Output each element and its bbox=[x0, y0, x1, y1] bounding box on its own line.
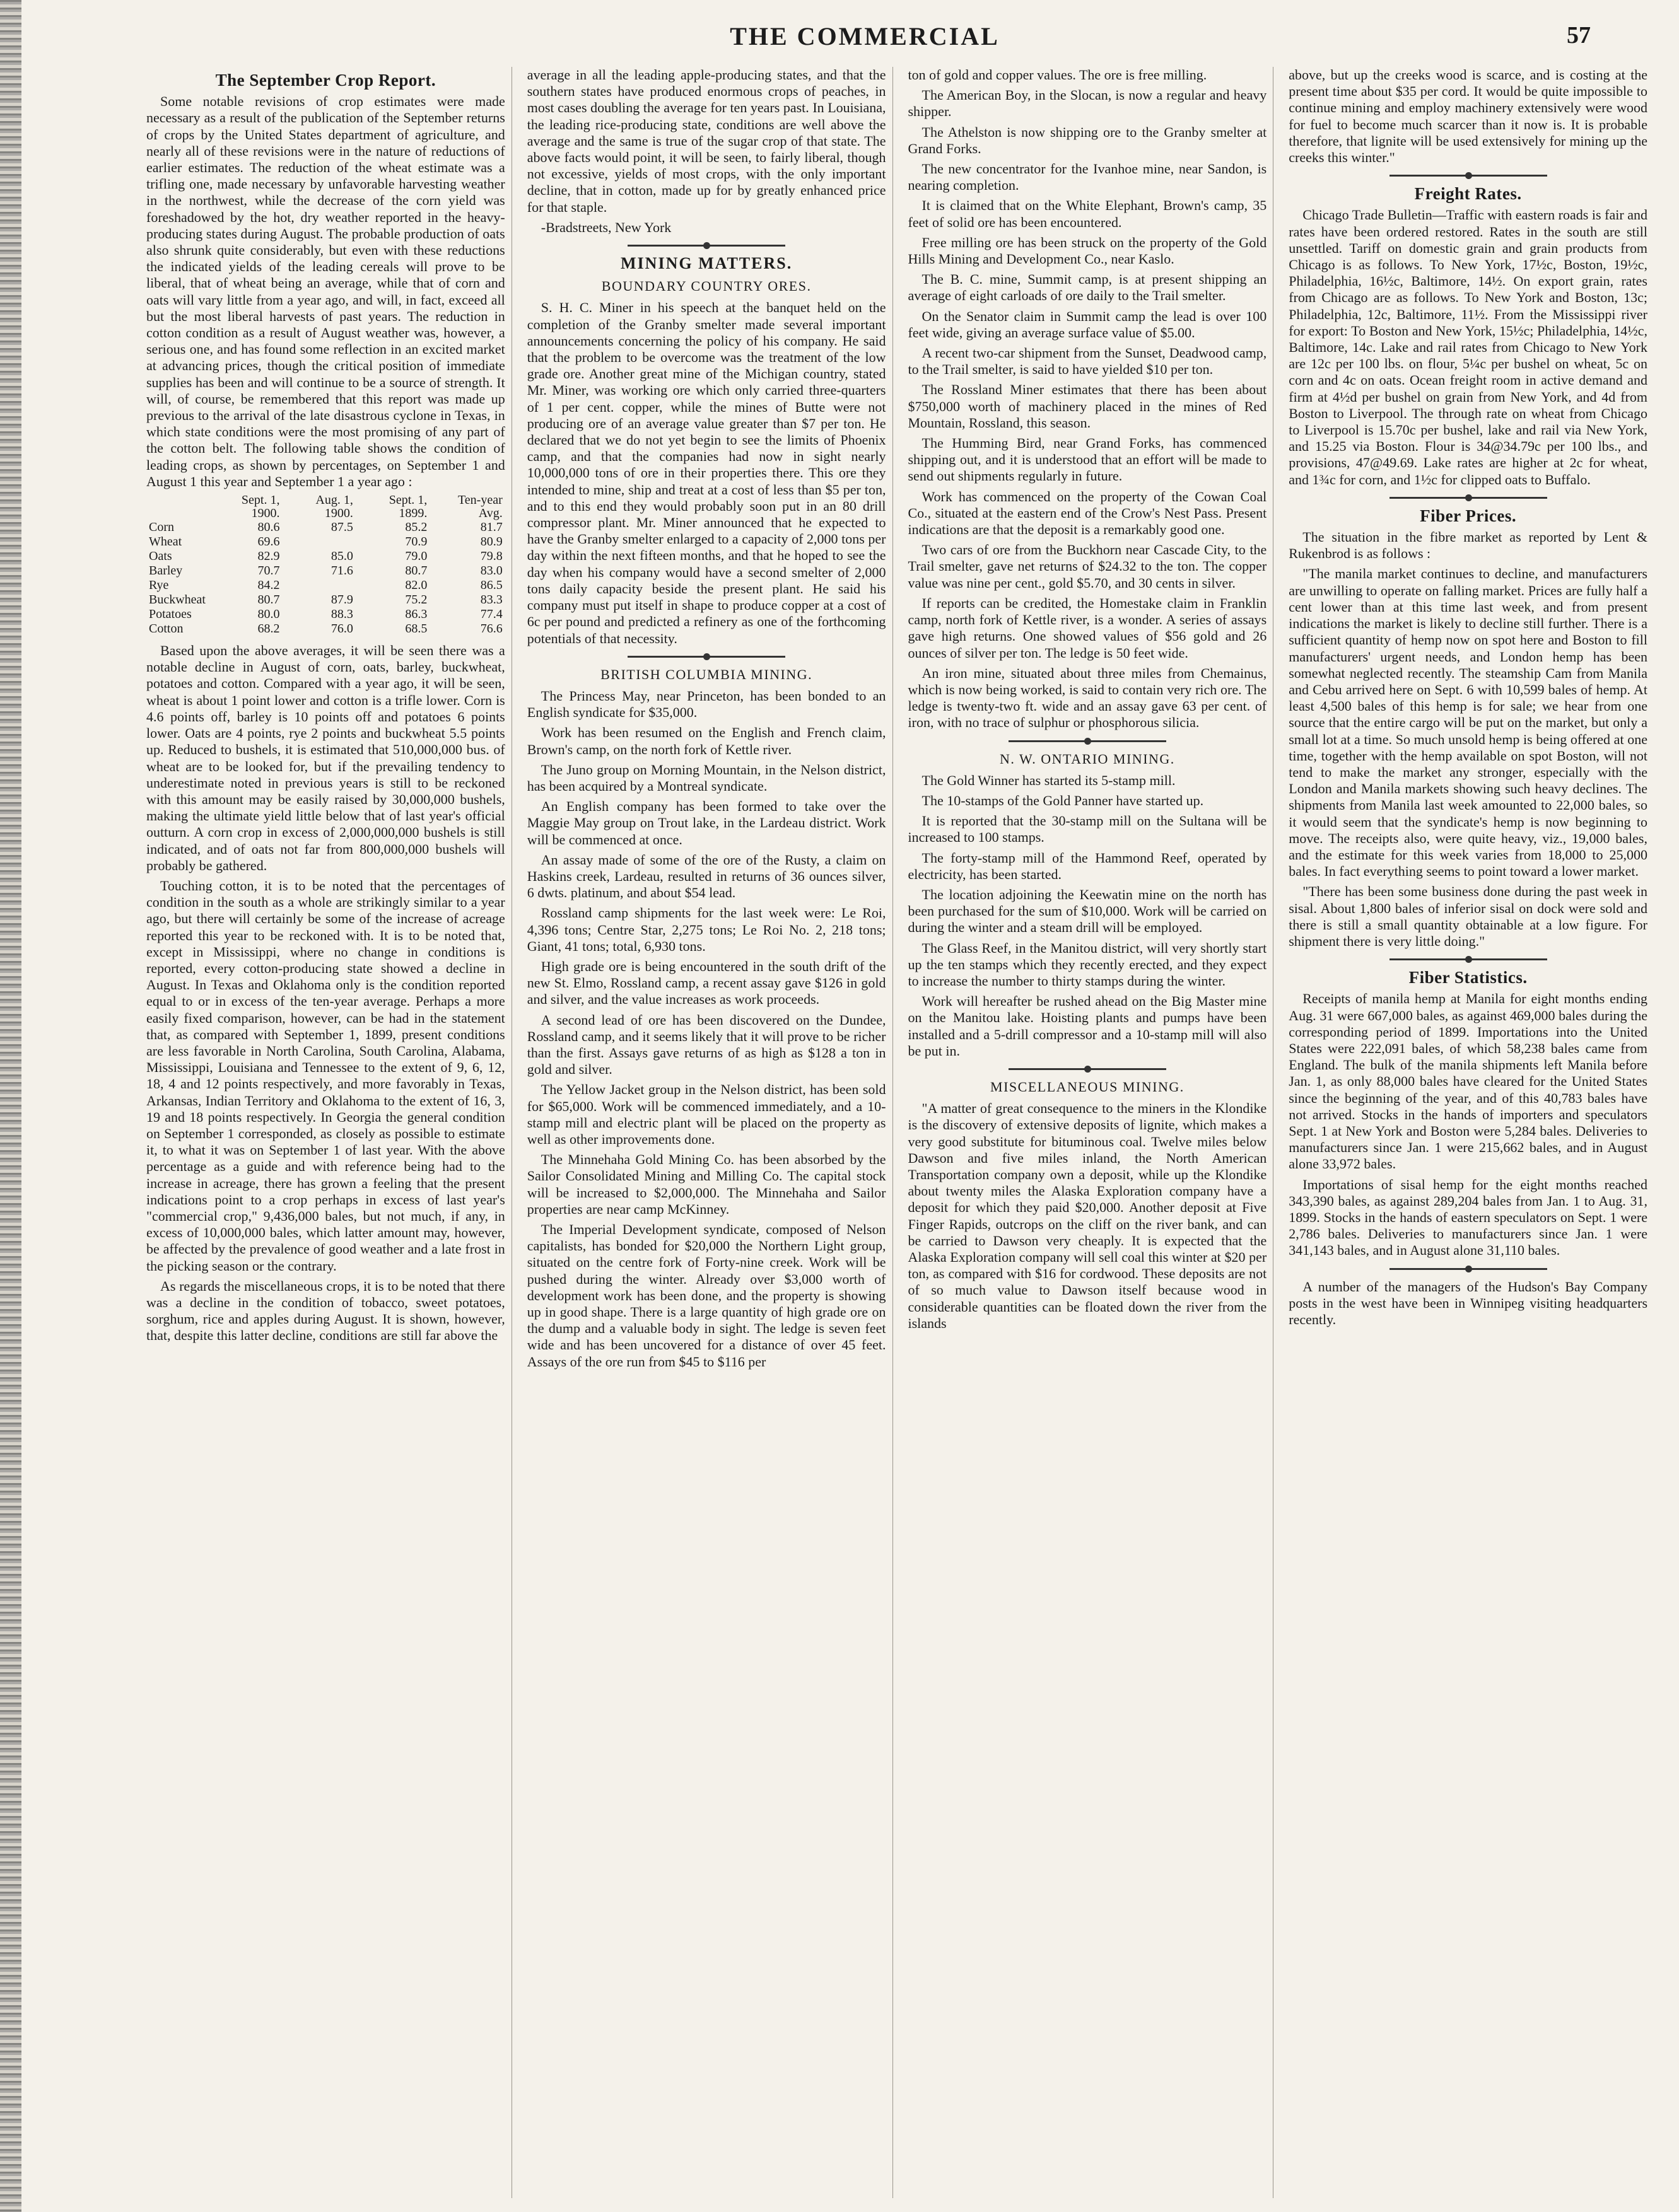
column-2 bbox=[521, 67, 893, 2198]
table-row bbox=[146, 564, 505, 578]
article-paragraph: "A matter of great consequence to the miners in the Klondike is the discovery of extensive deposits of lignite, which makes a very good substitute for bituminous coal. Twelve miles below Dawson and five miles inland, the North American Transportation company own a deposit, while up the Klondike about twenty miles the Alaska Exploration company have a deposit for which they paid $20,000. Another deposit at Five Finger Rapids, outcrops on the cliff on the river bank, and can be carried to Dawson very cheaply. It is expected that the Alaska Exploration company will sell coal this winter at $20 per ton, as compared with $16 for cordwood. These deposits are not of so much value to Dawson itself because wood in considerable quantities can be floated down the river from the islands bbox=[908, 1100, 1267, 1331]
article-paragraph: "The manila market continues to decline, and manufacturers are unwilling to operate on falling market. Prices are fully half a cent lower than at this time last week, and from present indications the market is likely to decline still further. There is a sufficient quantity of hemp now on spot here and Boston to fill manufacturers' urgent needs, and London hemp has been somewhat neglected recently. The steamship Cam from Manila and Cebu arrived here on Sept. 6 with 10,599 bales of hemp. At least 4,500 bales of this hemp is for sale; we hear from one source that the entire cargo will be put on the market, but only a small lot at a time. So much unsold hemp is being offered at one time, together with the hemp available on spot Boston, will not tend to make the market any stronger, especially with the London and Manila markets showing such heavy declines. The shipments from Manila last week amounted to 22,000 bales, so it would seem that the syndicate's hemp is now beginning to move. The receipts also, were quite heavy, viz., 19,000 bales, and the estimate for this week varies from 18,000 to 25,000 bales. In fact everything seems to point toward a lower market. bbox=[1289, 566, 1647, 880]
table-cell: 71.6 bbox=[331, 564, 353, 578]
news-item: It is claimed that on the White Elephant, Brown's camp, 35 feet of solid ore has been encountered. bbox=[908, 197, 1267, 230]
section-divider bbox=[628, 245, 785, 247]
table-cell: 86.5 bbox=[480, 578, 503, 593]
table-header-row bbox=[146, 494, 505, 520]
crop-report-continued: average in all the leading apple-producing states, and that the southern states have produced enormous crops of peaches, in most cases doubling the average for ten years past. In Louisiana, the leading rice-producing state, conditions are well above the average and the same is true of the sugar crop of that state. The above facts would point, it will be seen, to fairly liberal, though not excessive, yields of most crops, with the only important decline, that in cotton, made up for by greatly enhanced price for that staple. bbox=[527, 67, 886, 215]
article-paragraph: The situation in the fibre market as reported by Lent & Rukenbrod is as follows : bbox=[1289, 529, 1647, 562]
section-divider bbox=[1009, 1068, 1166, 1070]
section-divider bbox=[1009, 740, 1166, 742]
news-item-continued: ton of gold and copper values. The ore is free milling. bbox=[908, 67, 1207, 83]
table-cell: 79.8 bbox=[480, 549, 503, 564]
table-cell: 70.9 bbox=[405, 535, 428, 549]
table-cell: Buckwheat bbox=[149, 593, 206, 607]
table-cell: 80.6 bbox=[257, 520, 280, 535]
table-cell: 69.6 bbox=[257, 535, 280, 549]
column-1 bbox=[140, 67, 512, 2198]
crop-report-paragraph: Touching cotton, it is to be noted that the percentages of condition in the south as a whole are strikingly similar to a year ago, but there will certainly be some of the increase of acreage reported this year to be reckoned with. It is to be noted that, except in Mississippi, where no change in conditions is reported, every cotton-producing state showed a decline in August. In Texas and Oklahoma only is the condition reported equal to or in excess of the ten-year average. Perhaps a more easily fixed comparison, however, can be had in the statement that, as compared with September 1, 1899, present conditions are less favorable in North Carolina, South Carolina, Alabama, Mississippi, Louisiana and Tennessee to the extent of 9, 6, 12, 18, 4 and 12 points respectively, and more favorably in Texas, Arkansas, Indian Territory and Oklahoma to the extent of 16, 3, 19 and 18 points respectively. In Georgia the general condition on September 1 corresponded, as closely as possible to estimate it, to what it was on September 1 of last year. With the above percentage as a guide and with reference being had to the increase in acreage, there has grown a feeling that the present indications point to a crop perhaps in excess of last year's "commercial crop," 9,436,000 bales, but not much, if any, in excess of 10,000,000 bales, which latter amount may, however, be affected by the prevalence of good weather and a late frost in the picking season or the contrary. bbox=[146, 877, 505, 1274]
table-cell: Potatoes bbox=[149, 607, 192, 622]
table-row bbox=[146, 535, 505, 549]
section-divider bbox=[1389, 175, 1547, 177]
table-header-cell bbox=[146, 494, 208, 520]
table-cell: Cotton bbox=[149, 622, 184, 636]
news-item: The Glass Reef, in the Manitou district, will very shortly start up the ten stamps which they recently erected, and they expect to increase the number to thirty stamps during the winter. bbox=[908, 940, 1267, 989]
news-item: The Juno group on Morning Mountain, in the Nelson district, has been acquired by a Montreal syndicate. bbox=[527, 761, 886, 794]
source-credit: -Bradstreets, New York bbox=[541, 219, 672, 235]
table-header-cell: Sept. 1, 1900. bbox=[241, 493, 280, 521]
news-item: The Athelston is now shipping ore to the Granby smelter at Grand Forks. bbox=[908, 124, 1267, 156]
table-cell: 70.7 bbox=[257, 564, 280, 578]
news-item: A recent two-car shipment from the Sunset, Deadwood camp, to the Trail smelter, is said to have yielded $10 per ton. bbox=[908, 345, 1267, 378]
table-cell: 86.3 bbox=[405, 607, 428, 622]
table-row bbox=[146, 578, 505, 593]
news-item: The Humming Bird, near Grand Forks, has commenced shipping out, and it is understood that an effort will be made to send out shipments regularly in future. bbox=[908, 435, 1267, 484]
table-cell: 82.9 bbox=[257, 549, 280, 564]
table-cell: Wheat bbox=[149, 535, 182, 549]
table-cell bbox=[282, 578, 355, 593]
news-item: The Yellow Jacket group in the Nelson district, has been sold for $65,000. Work will be commenced immediately, and a 10-stamp mill and electric plant will be placed on the property as well as other improvements done. bbox=[527, 1081, 886, 1147]
news-item: The Princess May, near Princeton, has been bonded to an English syndicate for $35,000. bbox=[527, 687, 886, 721]
nw-ontario-heading: N. W. ONTARIO MINING. bbox=[999, 750, 1175, 767]
crop-condition-table bbox=[146, 494, 505, 636]
crop-report-paragraph: As regards the miscellaneous crops, it is to be noted that there was a decline in the condition of tobacco, sweet potatoes, sorghum, rice and apples during August. It is shown, however, that, despite this latter decline, conditions are still far above the bbox=[146, 1278, 505, 1344]
news-item: The forty-stamp mill of the Hammond Reef, operated by electricity, has been started. bbox=[908, 849, 1267, 882]
news-item: The Imperial Development syndicate, composed of Nelson capitalists, has bonded for $20,000 the Northern Light group, situated on the centre fork of Forty-nine creek. Work will be pushed during the winter. Already over $3,000 worth of development work has been done, and the property is showing up in good shape. There is a large quantity of high grade ore on the dump and a valuable body in sight. The ledge is seven feet wide and has been uncovered for a distance of over 45 feet. Assays of the ore run from $45 to $116 per bbox=[527, 1221, 886, 1370]
page-number: 57 bbox=[1567, 22, 1591, 49]
masthead: THE COMMERCIAL bbox=[730, 22, 1000, 50]
column-3 bbox=[902, 67, 1274, 2198]
table-cell: 68.5 bbox=[405, 622, 428, 636]
table-cell: 76.6 bbox=[480, 622, 503, 636]
table-cell: 79.0 bbox=[405, 549, 428, 564]
article-paragraph: Receipts of manila hemp at Manila for eight months ending Aug. 31 were 667,000 bales, as against 469,000 bales during the corresponding period of 1899. Importations into the United States were 222,091 bales, of which 58,238 bales came from England. The bulk of the manila shipments left Manila before Jan. 1, as only 88,000 bales have cleared for the United States since the beginning of the year, and of this 40,783 bales have not arrived. Stocks in the hands of importers and speculators Sept. 1 at New York and Boston were 5,284 bales. Deliveries to manufacturers since Jan. 1 were 215,662 bales, and in August alone 33,972 bales. bbox=[1289, 991, 1647, 1172]
news-item: Free milling ore has been struck on the property of the Gold Hills Mining and Development Co., near Kaslo. bbox=[908, 234, 1267, 267]
news-item: Work will hereafter be rushed ahead on the Big Master mine on the Manitou lake. Hoisting plants and pumps have been installed and a 5-drill compressor and a 10-stamp mill will also be put in. bbox=[908, 993, 1267, 1059]
fiber-statistics-heading: Fiber Statistics. bbox=[1408, 968, 1528, 987]
table-cell: 77.4 bbox=[480, 607, 503, 622]
table-header-cell: Ten-year Avg. bbox=[457, 493, 503, 521]
page-header bbox=[126, 21, 1603, 59]
news-item: A second lead of ore has been discovered on the Dundee, Rossland camp, and it seems likely that it will prove to be richer than the first. Assays gave returns of as high as $128 a ton in gold and silver. bbox=[527, 1011, 886, 1078]
news-item: The location adjoining the Keewatin mine on the north has been purchased for the sum of $10,000. Work will be carried on during the winter and a steam drill will be employed. bbox=[908, 886, 1267, 936]
table-row bbox=[146, 549, 505, 564]
table-cell: 87.9 bbox=[331, 593, 353, 607]
table-row bbox=[146, 593, 505, 607]
news-item: The Gold Winner has started its 5-stamp mill. bbox=[921, 772, 1176, 788]
section-divider bbox=[1389, 958, 1547, 960]
table-cell: 88.3 bbox=[331, 607, 353, 622]
news-item: It is reported that the 30-stamp mill on the Sultana will be increased to 100 stamps. bbox=[908, 813, 1267, 846]
news-item: The Rossland Miner estimates that there has been about $750,000 worth of machinery placed in the mines of Red Mountain, Rossland, this season. bbox=[908, 381, 1267, 431]
article-paragraph: S. H. C. Miner in his speech at the banquet held on the completion of the Granby smelter made several important announcements concerning the policy of his company. He said that the problem to be overcome was the treatment of the low grade ore. Another great mine of the Michigan country, stated Mr. Miner, was working ore which only carried three-quarters of 1 per cent. copper, while the mines of Butte were not producing ore of an average value greater than $7 per ton. He declared that we do not yet begin to see the limits of Phoenix camp, and that the companies had now in sight nearly 10,000,000 tons of ore in their properties there. This ore they intended to mine, ship and treat at a cost of less than $5 per ton, and to this end they would probably soon put in an 80 drill compressor plant. Mr. Miner announced that he expected to have the Granby smelter enlarged to a capacity of 2,000 tons per day within the next fifteen months, and that he hoped to see the day when his company would have a second smelter of 2,000 tons daily capacity beside the present plant. He said his company must put itself in shape to produce copper at a cost of 6c per pound and predicted a refinery as one of the forthcoming potentials of that necessity. bbox=[527, 300, 886, 646]
table-cell: 85.2 bbox=[405, 520, 428, 535]
table-header-cell: Sept. 1, 1899. bbox=[389, 493, 428, 521]
boundary-ores-heading: BOUNDARY COUNTRY ORES. bbox=[601, 278, 812, 294]
table-cell: 80.0 bbox=[257, 607, 280, 622]
table-cell: 83.0 bbox=[480, 564, 503, 578]
news-item: Rossland camp shipments for the last week were: Le Roi, 4,396 tons; Centre Star, 2,275 tons; Le Roi No. 2, 218 tons; Giant, 41 tons; total, 6,930 tons. bbox=[527, 905, 886, 954]
crop-report-paragraph: Based upon the above averages, it will be seen there was a notable decline in August of corn, oats, barley, buckwheat, potatoes and cotton. Compared with a year ago, it will be seen, wheat is about 1 point lower and cotton is a trifle lower. Corn is 4.6 points off, barley is 10 points off and potatoes 6 points lower. Oats are 4 points, rye 2 points and buckwheat 5.5 points up. Reduced to bushels, it is estimated that 510,000,000 bus. of wheat are to be looked for, but if the prevailing tendency to underestimate noted in previous years is still to be reckoned with this amount may be easily raised by 30,000,000 bushels, making the ultimate yield little below that of last year's official outturn. A corn crop in excess of 2,000,000,000 bushels is still indicated, and of oats not far from 800,000,000 bushels will probably be gathered. bbox=[146, 643, 505, 873]
news-item: On the Senator claim in Summit camp the lead is over 100 feet wide, giving an average surface value of $5.00. bbox=[908, 308, 1267, 341]
table-cell: 81.7 bbox=[480, 520, 503, 535]
news-item: The B. C. mine, Summit camp, is at present shipping an average of eight carloads of ore daily to the Trail smelter. bbox=[908, 271, 1267, 304]
section-divider bbox=[628, 656, 785, 658]
table-row bbox=[146, 622, 505, 636]
table-cell: 82.0 bbox=[405, 578, 428, 593]
news-item: Two cars of ore from the Buckhorn near Cascade City, to the Trail smelter, gave net returns of $24.32 to the ton. The copper value was nine per cent., gold $5.70, and 30 cents in silver. bbox=[908, 542, 1267, 591]
column-4 bbox=[1282, 67, 1654, 2198]
table-cell: 68.2 bbox=[257, 622, 280, 636]
article-paragraph: Chicago Trade Bulletin—Traffic with eastern roads is fair and rates have been ordered restored. Rates in the south are still unsettled. Tariff on domestic grain and grain products from Chicago is as follows. To New York, 17½c, Boston, 19½c, Philadelphia, 16½c, Baltimore, 14½. On export grain, rates from Chicago are as follows. To New York and Boston, 13c; Philadelphia, 12c, Baltimore, 11½. From the Mississippi river for export: To Boston and New York, 15½c; Philadelphia, 14½c, Baltimore, 14c. Lake and rail rates from Chicago to New York are 12c per 100 lbs. on flour, 5¼c per bushel on wheat, 5c on corn and 4c on oats. Ocean freight room in active demand and firm at 4½d per bushel on grain from New York, and 4d from Boston to Liverpool. The through rate on wheat from Chicago to Liverpool is 15.70c per bushel, lake and rail via New York, and 15.25 via Boston. Flour is 34@34.79c per 100 lbs., and provisions, 47@49.69. Lake rates are higher at 2c for wheat, and 1¾c for corn, and 1½c for clipped oats to Buffalo. bbox=[1289, 207, 1647, 487]
freight-rates-heading: Freight Rates. bbox=[1414, 184, 1522, 204]
section-divider bbox=[1389, 1268, 1547, 1270]
page-binding-edge bbox=[0, 0, 21, 2212]
table-cell: Oats bbox=[149, 549, 172, 564]
table-cell: Barley bbox=[149, 564, 183, 578]
misc-mining-heading: MISCELLANEOUS MINING. bbox=[990, 1078, 1185, 1095]
table-cell: 75.2 bbox=[405, 593, 428, 607]
table-cell: Corn bbox=[149, 520, 174, 535]
news-item: Work has commenced on the property of the Cowan Coal Co., situated at the eastern end of the Crow's Nest Pass. Present indications are that the deposit is a remarkably good one. bbox=[908, 488, 1267, 538]
news-item: An iron mine, situated about three miles from Chemainus, which is now being worked, is said to contain very rich ore. The ledge is twenty-two ft. wide and an assay gave 63 per cent. of iron, with no trace of sulphur or phosphorous silicia. bbox=[908, 665, 1267, 731]
table-row bbox=[146, 520, 505, 535]
crop-report-heading: The September Crop Report. bbox=[215, 71, 436, 90]
news-item: The Minnehaha Gold Mining Co. has been absorbed by the Sailor Consolidated Mining and Milling Co. The capital stock will be increased to $2,000,000. The Minnehaha and Sailor properties are near camp McKinney. bbox=[527, 1151, 886, 1217]
table-cell bbox=[282, 535, 355, 549]
table-cell: 85.0 bbox=[331, 549, 353, 564]
table-cell: 80.7 bbox=[257, 593, 280, 607]
news-item: High grade ore is being encountered in the south drift of the new St. Elmo, Rossland camp, a recent assay gave $126 in gold and silver, and the value increases as work proceeds. bbox=[527, 958, 886, 1008]
table-cell: Rye bbox=[149, 578, 169, 593]
news-item: Work has been resumed on the English and French claim, Brown's camp, on the north fork of Kettle river. bbox=[527, 725, 886, 757]
article-paragraph: "There has been some business done during the past week in sisal. About 1,800 bales of inferior sisal on dock were sold and there is still a small quantity obtainable at a low figure. For shipment there is very little doing." bbox=[1289, 883, 1647, 949]
news-item: If reports can be credited, the Homestake claim in Franklin camp, north fork of Kettle river, is a wonder. A series of assays gave high returns. One showed values of $56 gold and 26 ounces of silver per ton. The ledge is 50 feet wide. bbox=[908, 595, 1267, 661]
article-continued: above, but up the creeks wood is scarce, and is costing at the present time about $35 per cord. It would be quite impossible to continue mining and employ machinery extensively were wood for fuel to become much scarcer than it now is. It is probable therefore, that lignite will be used extensively for mining up the creeks this winter." bbox=[1289, 67, 1647, 166]
news-item: A number of the managers of the Hudson's Bay Company posts in the west have been in Winnipeg visiting headquarters recently. bbox=[1289, 1278, 1647, 1328]
table-header-cell: Aug. 1, 1900. bbox=[315, 493, 353, 521]
section-divider bbox=[1389, 497, 1547, 499]
article-paragraph: Importations of sisal hemp for the eight months reached 343,390 bales, as against 289,204 bales from Jan. 1 to Aug. 31, 1899. Stocks in the hands of eastern speculators on Sept. 1 were 2,786 bales. Deliveries to manufacturers since Jan. 1 were 341,143 bales, and in August alone 31,110 bales. bbox=[1289, 1176, 1647, 1259]
table-cell: 80.9 bbox=[480, 535, 503, 549]
news-item: An English company has been formed to take over the Maggie May group on Trout lake, in the Lardeau district. Work will be commenced at once. bbox=[527, 798, 886, 847]
news-item: The 10-stamps of the Gold Panner have started up. bbox=[921, 792, 1204, 808]
table-row bbox=[146, 607, 505, 622]
news-item: The American Boy, in the Slocan, is now a regular and heavy shipper. bbox=[908, 87, 1267, 120]
news-item: The new concentrator for the Ivanhoe mine, near Sandon, is nearing completion. bbox=[908, 161, 1267, 194]
mining-matters-heading: MINING MATTERS. bbox=[621, 254, 793, 273]
table-cell: 84.2 bbox=[257, 578, 280, 593]
table-cell: 83.3 bbox=[480, 593, 503, 607]
table-cell: 87.5 bbox=[331, 520, 353, 535]
article-columns bbox=[140, 67, 1654, 2198]
bc-mining-heading: BRITISH COLUMBIA MINING. bbox=[600, 666, 813, 682]
crop-report-paragraph: Some notable revisions of crop estimates were made necessary as a result of the publication of the September returns of crops by the United States department of agriculture, and nearly all of these revisions were in the nature of reductions of earlier estimates. The reduction of the wheat estimate was a trifling one, made necessary by unfavorable harvesting weather in the northwest, while the decrease of the corn yield was foreshadowed by the hot, dry weather reported in the heavy-producing states during August. The probable production of oats also shrunk quite considerably, but even with these reductions the indicated yields of the leading cereals will prove to be liberal, that of wheat being an average, while that of corn and oats will vary little from a year ago, and will, in fact, exceed all but the most liberal harvests of past years. The reduction in cotton condition as a result of August weather was, however, a serious one, and has found some reflection in an excited market at advancing prices, though the critical position of immediate supplies has been and will continue to be a source of strength. It will, of course, be remembered that this report was made up previous to the arrival of the late disastrous cyclone in Texas, in which state conditions were the most promising of any part of the cotton belt. The following table shows the condition of leading crops, as shown by percentages, on September 1 and August 1 this year and September 1 a year ago : bbox=[146, 93, 505, 489]
table-cell: 80.7 bbox=[405, 564, 428, 578]
news-item: An assay made of some of the ore of the Rusty, a claim on Haskins creek, Lardeau, resulted in returns of 36 ounces silver, 6 dwts. platinum, and about $54 lead. bbox=[527, 851, 886, 901]
fiber-prices-heading: Fiber Prices. bbox=[1420, 506, 1517, 525]
table-cell: 76.0 bbox=[331, 622, 353, 636]
